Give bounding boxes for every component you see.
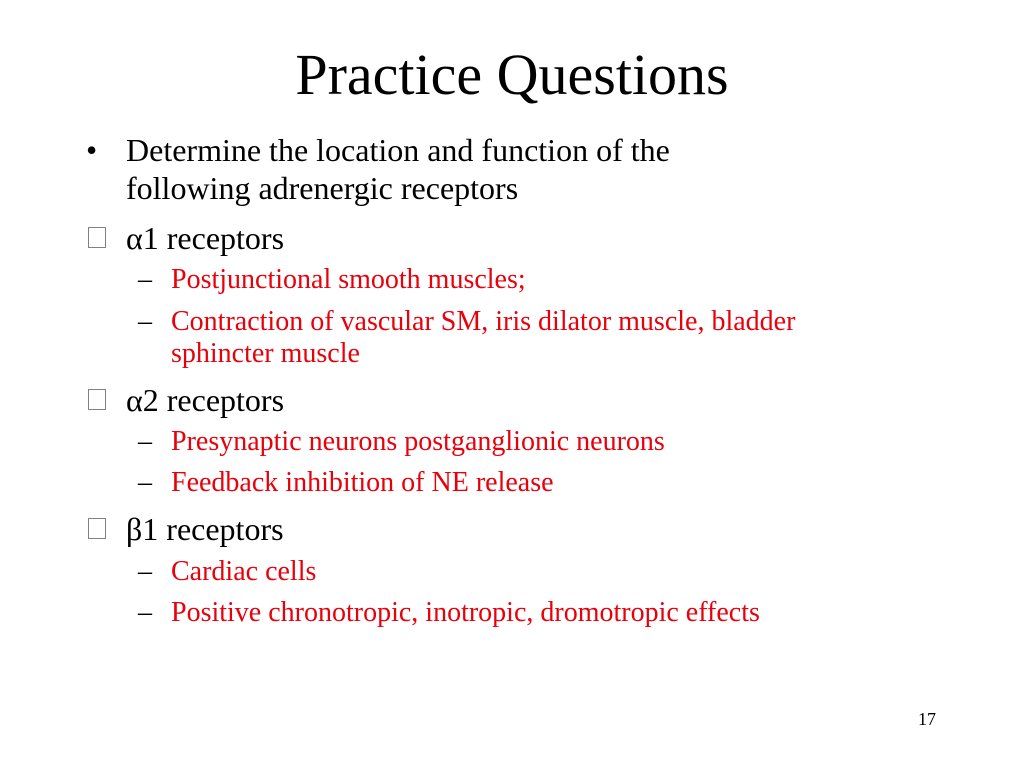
answer-line: sphincter muscle [171, 338, 360, 369]
intro-line-1: Determine the location and function of the [126, 132, 670, 168]
answer-line: Postjunctional smooth muscles; [171, 264, 526, 295]
dash-bullet: – [138, 467, 152, 498]
dash-bullet: – [138, 264, 152, 295]
intro-line-2: following adrenergic receptors [126, 170, 519, 206]
bullet-box-icon [88, 389, 106, 410]
dash-bullet: – [138, 306, 152, 337]
dash-bullet: – [138, 426, 152, 457]
bullet-box-icon [88, 518, 106, 539]
dash-bullet: – [138, 556, 152, 587]
dash-bullet: – [138, 597, 152, 628]
slide-title: Practice Questions [295, 42, 729, 107]
answer-line: Presynaptic neurons postganglionic neurons [171, 426, 665, 457]
section-heading-alpha2: α2 receptors [126, 382, 285, 418]
section-heading-alpha1: α1 receptors [126, 220, 285, 256]
page-number: 17 [918, 709, 936, 729]
answer-line: Contraction of vascular SM, iris dilator muscle, bladder [171, 306, 796, 337]
bullet-dot: • [86, 132, 98, 168]
bullet-box-icon [88, 227, 106, 248]
answer-line: Feedback inhibition of NE release [171, 467, 554, 498]
answer-line: Cardiac cells [171, 556, 317, 587]
section-heading-beta1: β1 receptors [126, 511, 284, 547]
answer-line: Positive chronotropic, inotropic, dromotropic effects [171, 597, 760, 628]
